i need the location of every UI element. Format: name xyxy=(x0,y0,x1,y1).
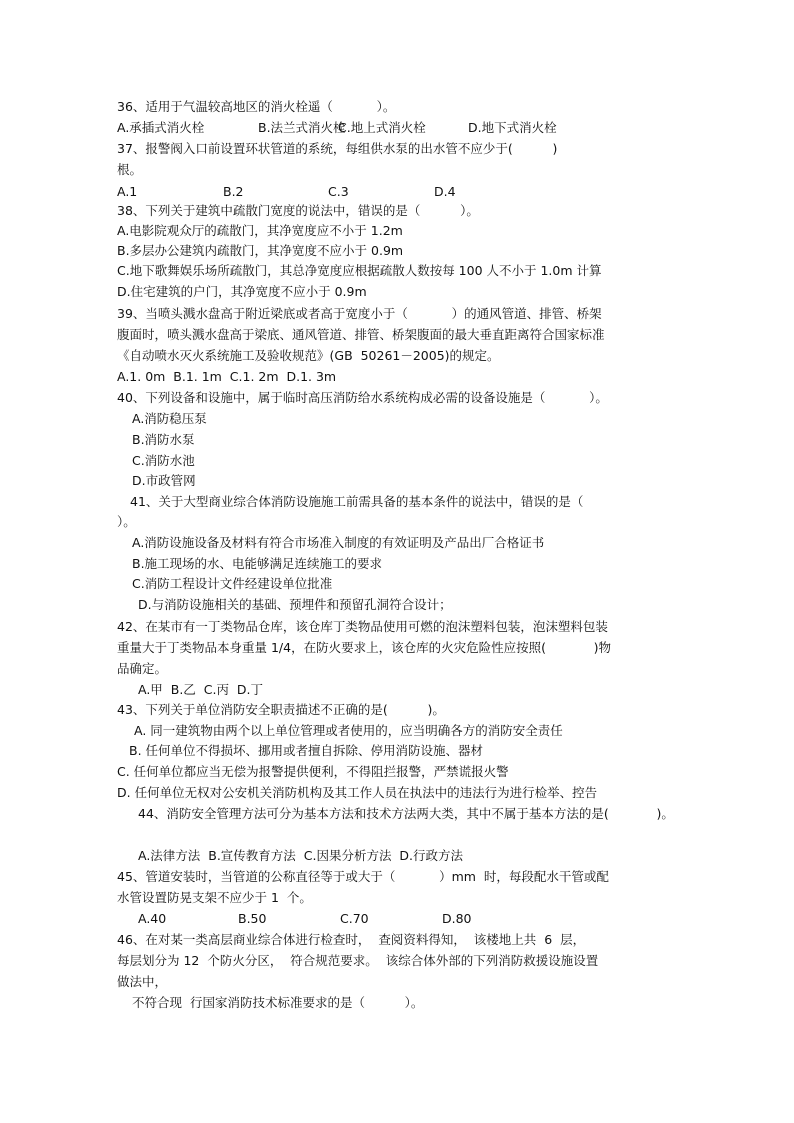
option: A.电影院观众厅的疏散门，其净宽度应不小于 1.2m xyxy=(117,223,403,238)
option: B.施工现场的水、电能够满足连续施工的要求 xyxy=(132,556,383,571)
option: C.70 xyxy=(340,911,369,926)
option: D. 任何单位无权对公安机关消防机构及其工作人员在执法中的违法行为进行检举、控告 xyxy=(117,785,598,800)
option: B.2 xyxy=(223,184,244,199)
option: D.地下式消火栓 xyxy=(468,120,557,135)
option: B.法兰式消火栓 xyxy=(258,120,346,135)
option: A.消防设施设备及材料有符合市场准入制度的有效证明及产品出厂合格证书 xyxy=(132,535,545,550)
options-line: A.1. 0m B.1. 1m C.1. 2m D.1. 3m xyxy=(117,369,337,384)
options-line: A.法律方法 B.宣传教育方法 C.因果分析方法 D.行政方法 xyxy=(138,848,463,863)
option: A.消防稳压泵 xyxy=(132,411,207,426)
question-text: 腹面时，喷头溅水盘高于梁底、通风管道、排管、桥架腹面的最大垂直距离符合国家标准 xyxy=(117,327,605,342)
question-text: 不符合现 行国家消防技术标准要求的是（ ）。 xyxy=(132,995,424,1010)
question-text: 做法中， xyxy=(117,974,168,989)
option: C.3 xyxy=(328,184,349,199)
option: C.地下歌舞娱乐场所疏散门，其总净宽度应根据疏散人数按每 100 人不小于 1.0m 计算 xyxy=(117,263,602,278)
question-text: 品确定。 xyxy=(117,661,168,676)
option: B. 任何单位不得损坏、挪用或者擅自拆除、停用消防设施、器材 xyxy=(129,743,484,758)
option: C.消防工程设计文件经建设单位批准 xyxy=(132,576,333,591)
question-37: 37、报警阀入口前设置环状管道的系统，每组供水泵的出水管不应少于( ) xyxy=(117,141,558,156)
option: C. 任何单位都应当无偿为报警提供便利，不得阻拦报警，严禁谎报火警 xyxy=(117,764,509,779)
question-text: 水管设置防晃支架不应少于 1 个。 xyxy=(117,890,312,905)
option: D.与消防设施相关的基础、预埋件和预留孔洞符合设计； xyxy=(138,597,452,612)
question-text: 《自动喷水灭火系统施工及验收规范》(GB 50261－2005)的规定。 xyxy=(117,348,500,363)
option: B.多层办公建筑内疏散门，其净宽度不应小于 0.9m xyxy=(117,243,404,258)
question-41: 41、关于大型商业综合体消防设施施工前需具备的基本条件的说法中，错误的是（ xyxy=(130,494,584,509)
question-45: 45、管道安装时，当管道的公称直径等于或大于（ ）mm 时，每段配水干管或配 xyxy=(117,869,609,884)
option: D.住宅建筑的户门，其净宽度不应小于 0.9m xyxy=(117,284,367,299)
option: A.承插式消火栓 xyxy=(117,120,205,135)
option: B.消防水泵 xyxy=(132,432,195,447)
question-text: 每层划分为 12 个防火分区， 符合规范要求。 该综合体外部的下列消防救援设施设置 xyxy=(117,953,599,968)
question-38: 38、下列关于建筑中疏散门宽度的说法中，错误的是（ ）。 xyxy=(117,203,479,218)
option: B.50 xyxy=(238,911,267,926)
question-43: 43、下列关于单位消防安全职责描述不正确的是( )。 xyxy=(117,702,445,717)
option: D.市政管网 xyxy=(132,473,196,488)
question-46: 46、在对某一类高层商业综合体进行检查时， 查阅资料得知， 该楼地上共 6 层， xyxy=(117,932,586,947)
option: D.4 xyxy=(434,184,456,199)
option: A.1 xyxy=(117,184,138,199)
question-44: 44、消防安全管理方法可分为基本方法和技术方法两大类，其中不属于基本方法的是( )。 xyxy=(138,806,674,821)
question-36: 36、适用于气温较高地区的消火栓遥（ ）。 xyxy=(117,99,396,114)
option: C.消防水池 xyxy=(132,453,195,468)
question-text: 根。 xyxy=(117,162,143,177)
options-line: A.甲 B.乙 C.丙 D.丁 xyxy=(138,682,263,697)
question-39: 39、当喷头溅水盘高于附近梁底或者高于宽度小于（ ）的通风管道、排管、桥架 xyxy=(117,306,602,321)
option: A. 同一建筑物由两个以上单位管理或者使用的，应当明确各方的消防安全责任 xyxy=(134,723,563,738)
option: A.40 xyxy=(138,911,167,926)
question-text: 重量大于丁类物品本身重量 1/4，在防火要求上，该仓库的火灾危险性应按照( )物 xyxy=(117,640,612,655)
question-42: 42、在某市有一丁类物品仓库，该仓库丁类物品使用可燃的泡沫塑料包装，泡沫塑料包装 xyxy=(117,619,608,634)
question-text: ）。 xyxy=(117,514,136,529)
question-40: 40、下列设备和设施中，属于临时高压消防给水系统构成必需的设备设施是（ ）。 xyxy=(117,390,608,405)
option: C.地上式消火栓 xyxy=(338,120,426,135)
option: D.80 xyxy=(442,911,472,926)
